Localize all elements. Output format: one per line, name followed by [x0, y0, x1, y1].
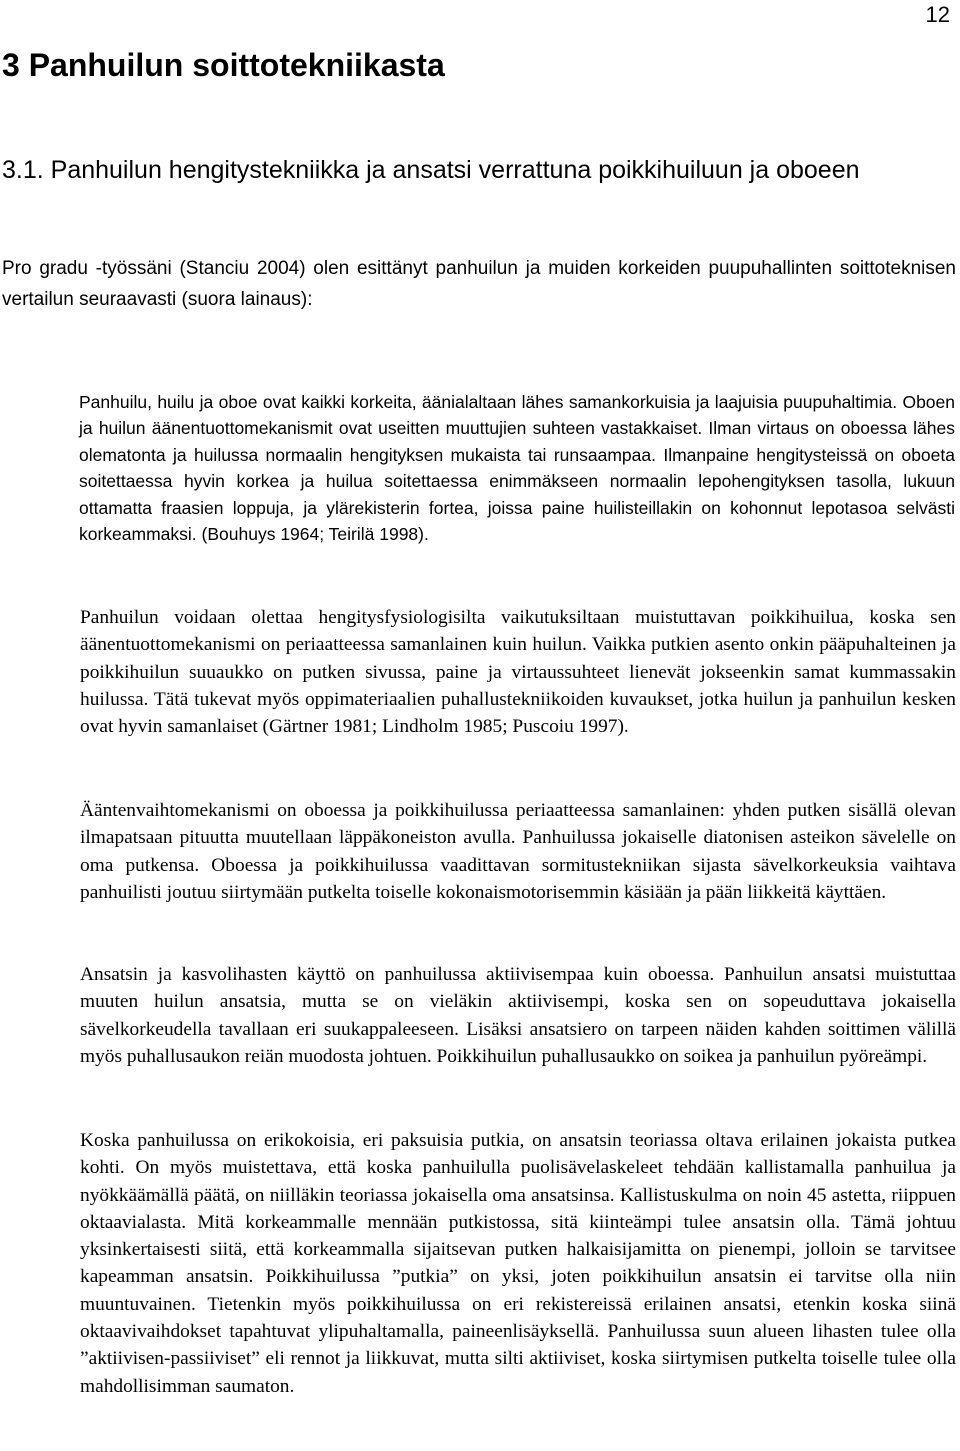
intro-paragraph: Pro gradu -työssäni (Stanciu 2004) olen esittänyt panhuilun ja muiden korkeiden puupuhallinten soittoteknisen vertailun seuraavasti (suora lainaus):	[2, 258, 956, 310]
body-paragraph-2: Ääntenvaihtomekanismi on oboessa ja poikkihuilussa periaatteessa samanlainen: yhden putken sisällä olevan ilmapatsaan pituutta muutellaan läppäkoneiston avulla. Panhuilussa jokaiselle diatonisen asteikon sävelelle on oma putkensa. Oboessa ja poikkihuilussa vaadittavan sormitustekniikan sijasta sävelkorkeuksia vaihtava panhuilisti joutuu siirtymään putkelta toiselle kokonaismotorisemmin käsiään ja pään liikkeitä käyttäen.	[80, 800, 956, 903]
page-number: 12	[925, 2, 950, 27]
body-paragraph-1: Panhuilun voidaan olettaa hengitysfysiologisilta vaikutuksiltaan muistuttavan poikkihuilua, koska sen äänentuottomekanismi on periaatteessa samanlainen kuin huilun. Vaikka putkien asento onkin pääpuhalteinen ja poikkihuilun suuaukko on putken sivussa, paine ja virtaussuhteet lienevät jokseenkin samat kummassakin huilussa. Tätä tukevat myös oppimateriaalien puhallustekniikoiden kuvaukset, jotka huilun ja panhuilun kesken ovat hyvin samanlaiset (Gärtner 1981; Lindholm 1985; Puscoiu 1997).	[80, 607, 956, 738]
body-paragraph-4: Koska panhuilussa on erikokoisia, eri paksuisia putkia, on ansatsin teoriassa oltava erilainen jokaista putkea kohti. On myös muistettava, että koska panhuilulla puolisävelaskeleet tehdään kallistamalla panhuilua ja nyökkäämällä päätä, on niilläkin teoriassa jokaisella oma ansatsinsa. Kallistuskulma on noin 45 astetta, riippuen oktaavialasta. Mitä korkeammalle mennään putkistossa, sitä kiinteämpi tulee ansatsin olla. Tämä johtuu yksinkertaisesti siitä, että korkeammalla sijaitsevan putken halkaisijamitta on pienempi, jolloin se tarvitsee kapeamman ansatsin. Poikkihuilussa ”putkia” on yksi, joten poikkihuilun ansatsin ei tarvitse olla niin muuntuvainen. Tietenkin myös poikkihuilussa on eri rekistereissä erilainen ansatsi, etenkin koska siinä oktaavivaihdokset tapahtuvat ylipuhaltamalla, paineenlisäyksellä. Panhuilussa suun alueen lihasten tulee olla ”aktiivisen-passiiviset” eli rennot ja liikkuvat, mutta silti aktiiviset, koska siirtymisen putkelta toiselle tulee olla mahdollisimman saumaton.	[80, 1130, 956, 1397]
block-quote: Panhuilu, huilu ja oboe ovat kaikki korkeita, äänialaltaan lähes samankorkuisia ja laajuisia puupuhaltimia. Oboen ja huilun äänentuottomekanismit ovat useitten muuttujien suhteen vastakkaiset. Ilman virtaus on oboessa lähes olematonta ja huilussa normaalin hengityksen mukaista tai runsaampaa. Ilmanpaine hengitysteissä on oboeta soitettaessa hyvin korkea ja huilua soitettaessa enimmäkseen normaalin lepohengityksen tasolla, lukuun ottamatta fraasien loppuja, ja ylärekisterin fortea, joissa paine huilisteillakin on kohonnut lepotasoa selvästi korkeammaksi. (Bouhuys 1964; Teirilä 1998).	[79, 392, 955, 545]
body-paragraph-3: Ansatsin ja kasvolihasten käyttö on panhuilussa aktiivisempaa kuin oboessa. Panhuilun ansatsi muistuttaa muuten huilun ansatsia, mutta se on vieläkin aktiivisempi, koska sen on sopeuduttava jokaisella sävelkorkeudella tavallaan eri suukappaleeseen. Lisäksi ansatsiero on tarpeen näiden kahden soittimen välillä myös puhallusaukon reiän muodosta johtuen. Poikkihuilun puhallusaukko on soikea ja panhuilun pyöreämpi.	[80, 964, 956, 1067]
section-title: 3.1. Panhuilun hengitystekniikka ja ansatsi verrattuna poikkihuiluun ja oboeen	[2, 156, 860, 184]
chapter-title: 3 Panhuilun soittotekniikasta	[2, 47, 445, 83]
